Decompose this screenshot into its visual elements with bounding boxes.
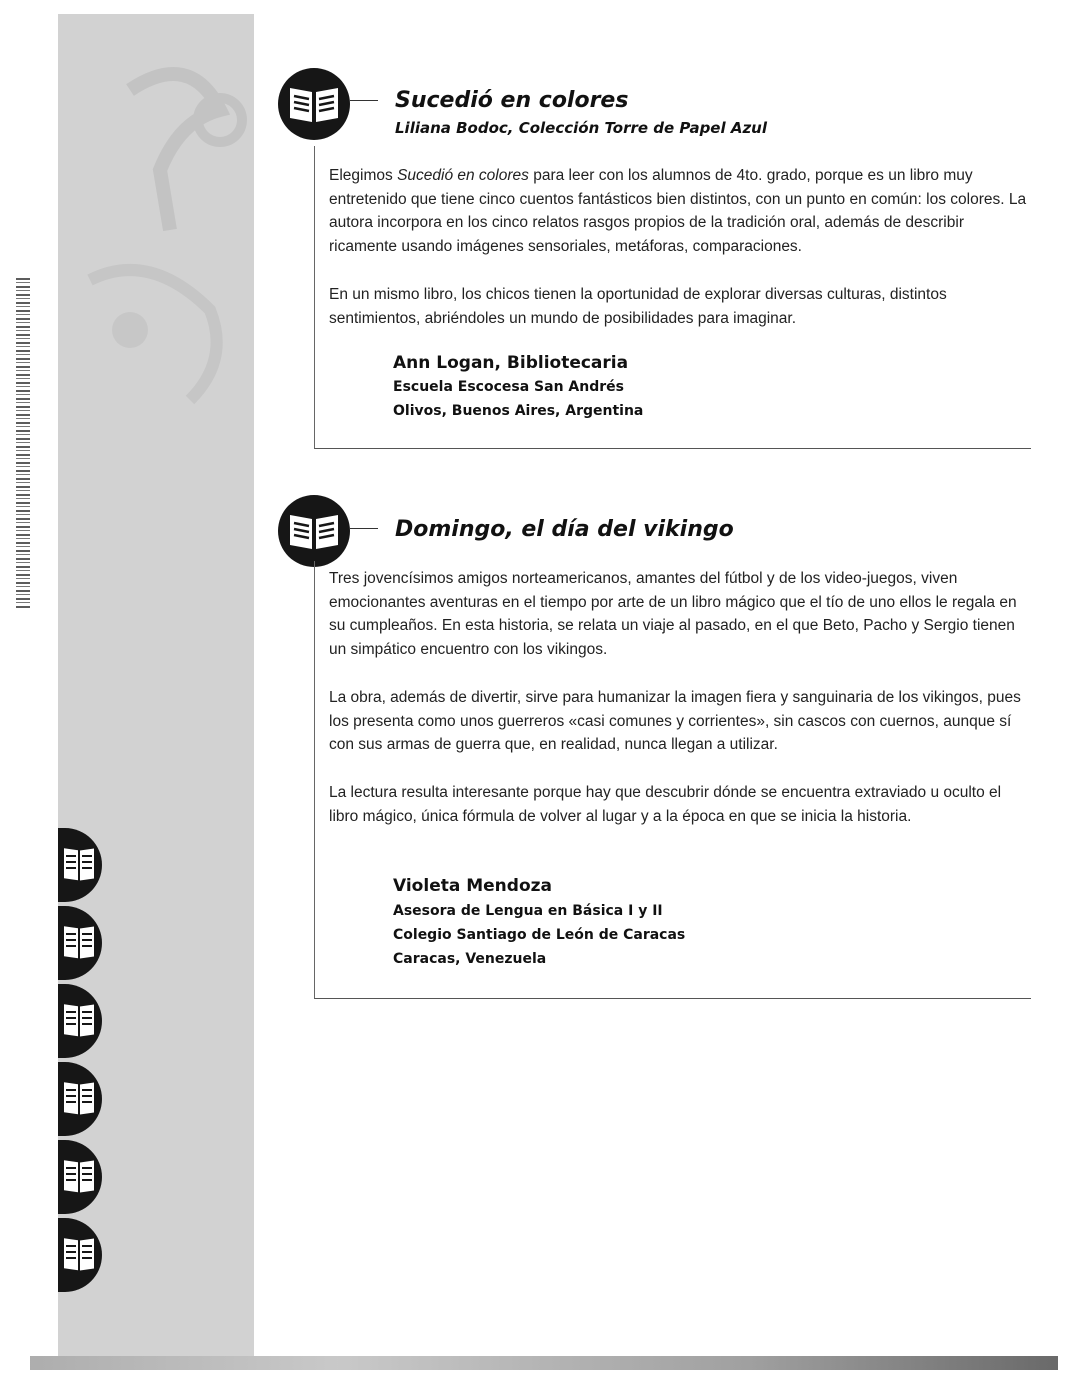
review-title: Domingo, el día del vikingo [395, 517, 734, 542]
reviewer-name: Ann Logan, Bibliotecaria [393, 353, 629, 373]
reviewer-institution: Colegio Santiago de León de Caracas [393, 927, 686, 943]
review-domingo-el-dia-del-vikingo [278, 495, 1038, 1005]
review-paragraph: La lectura resulta interesante porque hay que descubrir dónde se encuentra extraviado u oculto el libro mágico, única fórmula de volver al lugar y a la época en que se inicia la historia. [329, 784, 1002, 825]
review-paragraph: En un mismo libro, los chicos tienen la oportunidad de explorar diversas culturas, distintos sentimientos, abriéndoles un mundo de posibilidades para imaginar. [329, 286, 947, 327]
reviewer-location: Olivos, Buenos Aires, Argentina [393, 403, 644, 419]
bottom-scan-bar [30, 1356, 1058, 1370]
reviewer-institution: Escuela Escocesa San Andrés [393, 379, 624, 395]
heading-rule [350, 528, 378, 529]
heading-rule [350, 100, 378, 101]
reviewer-name: Violeta Mendoza [393, 876, 553, 896]
review-sucedio-en-colores [278, 68, 1038, 458]
book-title-italic: Sucedió en colores [397, 167, 529, 184]
open-book-icon [278, 68, 350, 140]
open-book-icon [278, 495, 350, 567]
sidebar-watermark [70, 30, 250, 430]
review-paragraph: Tres jovencísimos amigos norteamericanos, amantes del fútbol y de los video-juegos, viven emocionantes aventuras en el tiempo por arte de un libro mágico que el tío de uno ellos le regala en su cumpleaños. En esta historia, se relata un viaje al pasado, en el que Beto, Pacho y Sergio tienen un simpático encuentro con los vikingos. [329, 570, 1017, 659]
review-paragraph: Elegimos Sucedió en colores para leer con los alumnos de 4to. grado, porque es un libro muy entretenido que tiene cinco cuentos fantásticos bien distintos, con un punto en común: los colores. La autora incorpora en los cinco relatos rasgos propios de la tradición oral, además de describir ricamente usando imágenes sensoriales, metáforas, comparaciones. [329, 167, 1027, 256]
reviewer-role: Asesora de Lengua en Básica I y II [393, 903, 663, 919]
reviewer-location: Caracas, Venezuela [393, 951, 547, 967]
review-title: Sucedió en colores [395, 88, 629, 113]
review-subtitle: Liliana Bodoc, Colección Torre de Papel Azul [395, 119, 767, 137]
review-paragraph: La obra, además de divertir, sirve para humanizar la imagen fiera y sanguinaria de los vikingos, pues los presenta como unos guerreros «casi comunes y corrientes», sin cascos con cuernos, aunque sí con sus armas de guerra que, en realidad, nunca llegan a utilizar. [329, 689, 1021, 754]
scan-margin-barcode [16, 278, 30, 608]
